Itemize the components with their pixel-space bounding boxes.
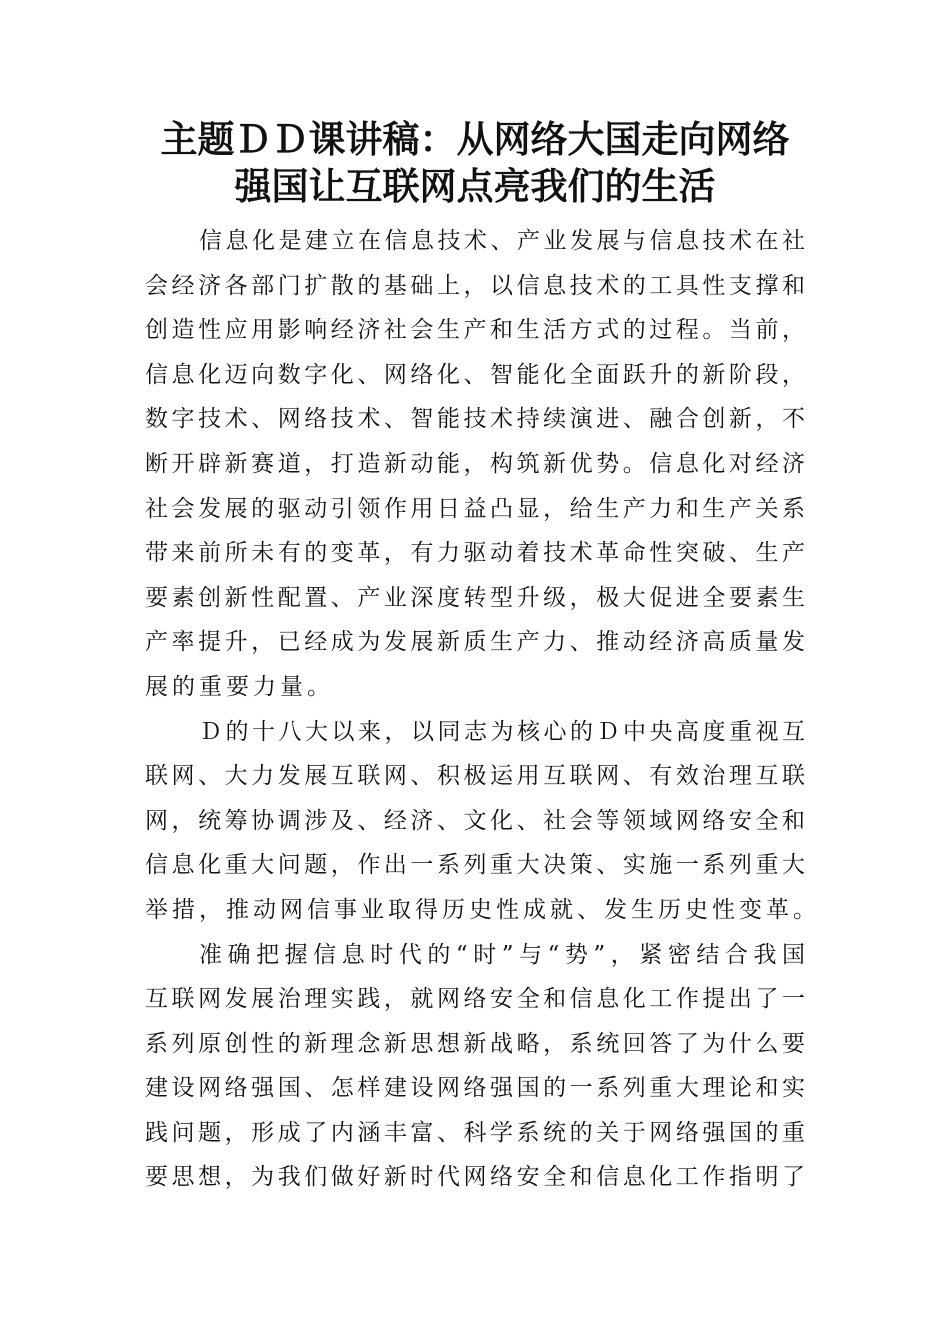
- paragraph-line: 要素创新性配置、产业深度转型升级，极大促进全要素生: [145, 584, 805, 611]
- paragraph-line: 带来前所未有的变革，有力驱动着技术革命性突破、生产: [145, 540, 805, 567]
- paragraph-line: 系列原创性的新理念新思想新战略，系统回答了为什么要: [145, 1030, 805, 1057]
- paragraph-line: 会经济各部门扩散的基础上，以信息技术的工具性支撑和: [145, 272, 805, 299]
- paragraph-line: Ｄ的十八大以来，以同志为核心的Ｄ中央高度重视互: [199, 718, 805, 745]
- paragraph-line: 互联网发展治理实践，就网络安全和信息化工作提出了一: [145, 986, 805, 1013]
- document-body: [145, 219, 820, 1200]
- title-line: 强国让互联网点亮我们的生活: [234, 164, 716, 208]
- paragraph-line: 创造性应用影响经济社会生产和生活方式的过程。当前，: [145, 317, 805, 344]
- paragraph-line: 产率提升，已经成为发展新质生产力、推动经济高质量发: [145, 629, 805, 656]
- paragraph-line: 数字技术、网络技术、智能技术持续演进、融合创新，不: [145, 406, 805, 433]
- paragraph-line: 举措，推动网信事业取得历史性成就、发生历史性变革。: [145, 896, 820, 923]
- paragraph-line: 展的重要力量。: [145, 673, 334, 700]
- paragraph-line: 社会发展的驱动引领作用日益凸显，给生产力和生产关系: [145, 495, 805, 522]
- paragraph-line: 信息化迈向数字化、网络化、智能化全面跃升的新阶段，: [145, 361, 805, 388]
- paragraph-line: 践问题，形成了内涵丰富、科学系统的关于网络强国的重: [145, 1119, 805, 1146]
- paragraph-line: 断开辟新赛道，打造新动能，构筑新优势。信息化对经济: [145, 450, 805, 477]
- paragraph-line: 联网、大力发展互联网、积极运用互联网、有效治理互联: [145, 763, 805, 790]
- paragraph: [145, 710, 820, 933]
- paragraph-line: 准确把握信息时代的“时”与“势”，紧密结合我国: [199, 941, 805, 968]
- document-title: [140, 116, 810, 210]
- paragraph-line: 网，统筹协调涉及、经济、文化、社会等领域网络安全和: [145, 807, 805, 834]
- paragraph-line: 信息化重大问题，作出一系列重大决策、实施一系列重大: [145, 852, 805, 879]
- paragraph: [145, 933, 805, 1201]
- paragraph: [145, 219, 805, 710]
- title-line: 主题ＤＤ课讲稿：从网络大国走向网络: [160, 117, 790, 161]
- paragraph-line: 要思想，为我们做好新时代网络安全和信息化工作指明了: [145, 1164, 805, 1191]
- paragraph-line: 信息化是建立在信息技术、产业发展与信息技术在社: [199, 228, 805, 254]
- paragraph-line: 建设网络强国、怎样建设网络强国的一系列重大理论和实: [145, 1075, 805, 1102]
